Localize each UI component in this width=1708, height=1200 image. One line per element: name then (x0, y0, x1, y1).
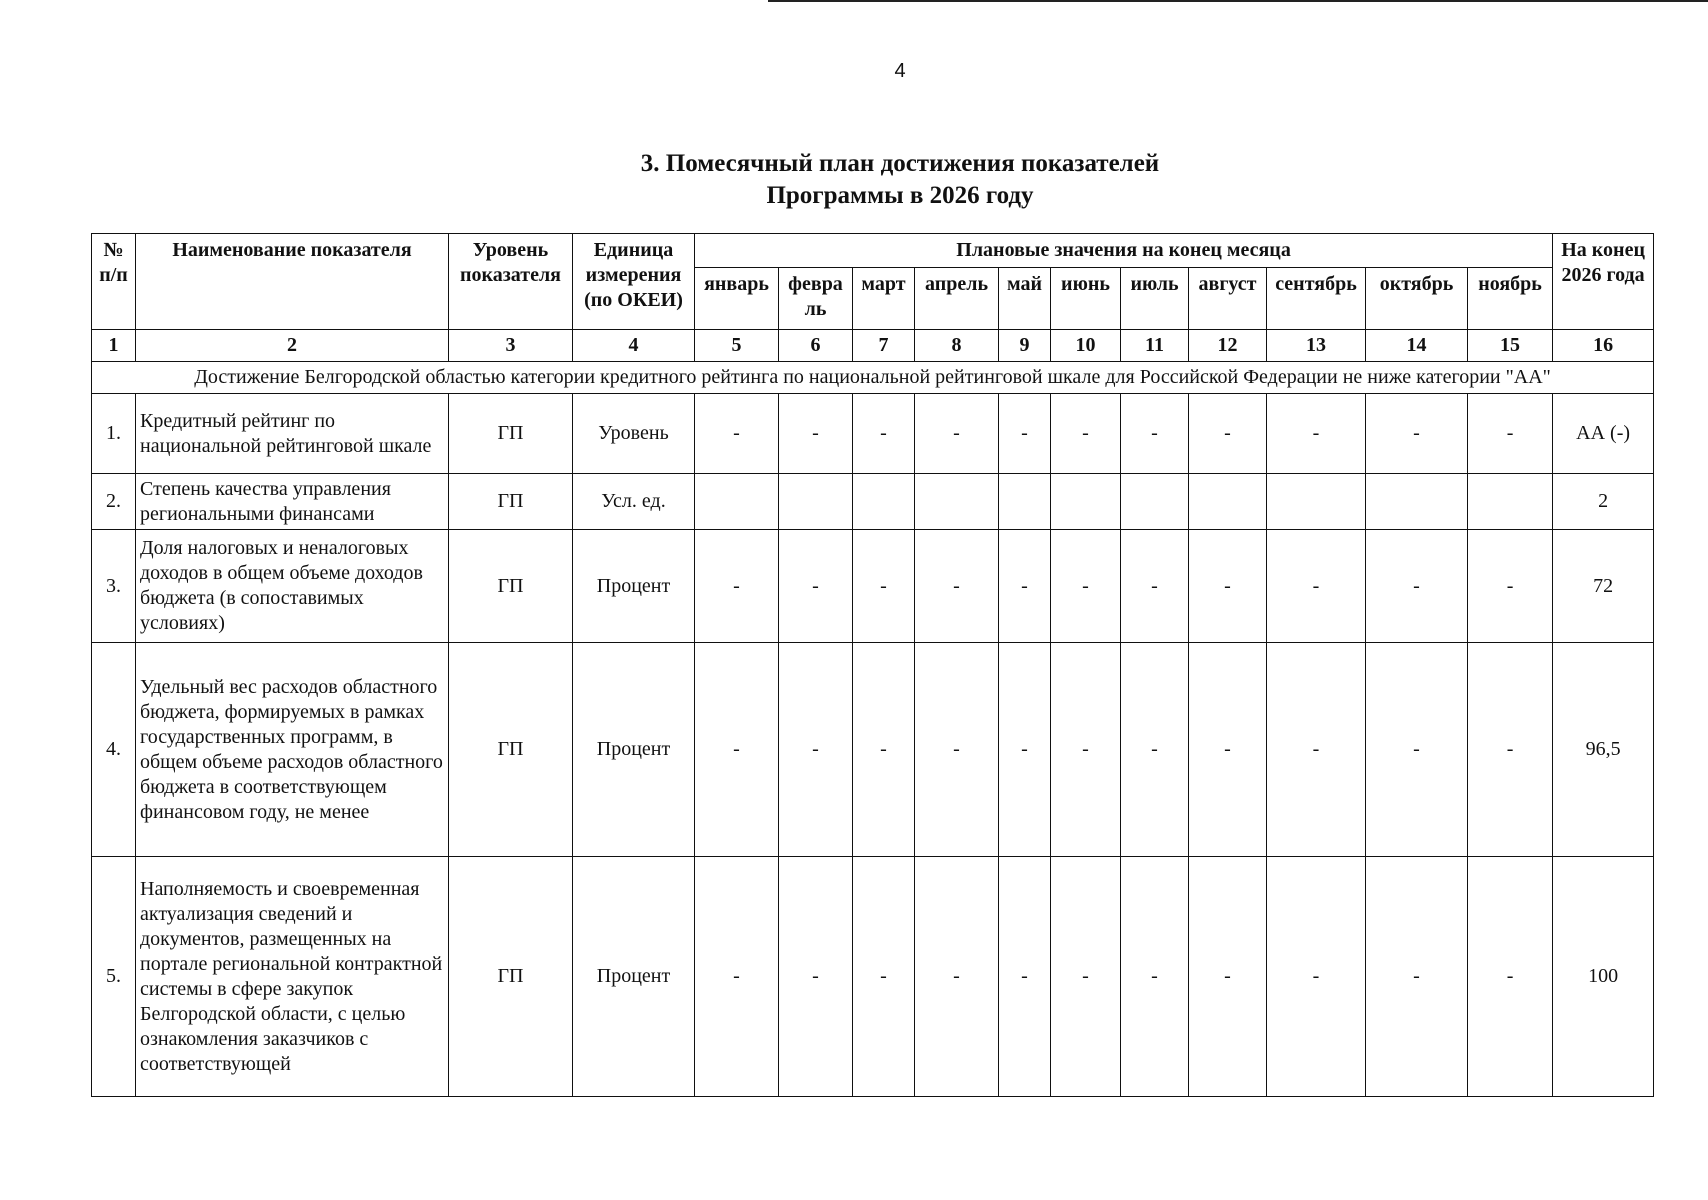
column-number: 4 (573, 330, 695, 362)
month-value: - (779, 643, 853, 857)
month-value: - (915, 643, 999, 857)
month-value: - (1121, 643, 1189, 857)
indicator-level: ГП (449, 394, 573, 474)
month-value: - (1121, 394, 1189, 474)
month-value (1051, 474, 1121, 530)
month-value: - (1121, 857, 1189, 1097)
table-row (92, 530, 1654, 643)
indicator-level: ГП (449, 643, 573, 857)
indicator-unit: Уровень (573, 394, 695, 474)
month-value: - (853, 857, 915, 1097)
month-value: - (779, 394, 853, 474)
month-value (1366, 474, 1468, 530)
column-numbers-row (92, 330, 1654, 362)
month-value: - (1468, 530, 1553, 643)
column-number: 15 (1468, 330, 1553, 362)
month-value: - (695, 857, 779, 1097)
section-row (92, 362, 1654, 394)
month-value: - (1189, 530, 1267, 643)
indicator-name: Наполняемость и своевременная актуализация сведений и документов, размещенных на портале региональной контрактной системы в сфере закупок Белгородской области, с целью ознакомления заказчиков с соответствующей (136, 857, 449, 1097)
month-value: - (1051, 857, 1121, 1097)
page-number: 4 (894, 60, 906, 82)
indicator-unit: Процент (573, 530, 695, 643)
month-value (779, 474, 853, 530)
month-value: - (695, 530, 779, 643)
header-name: Наименование показателя (136, 234, 449, 330)
end-year-value: 100 (1553, 857, 1654, 1097)
month-value (695, 474, 779, 530)
column-number: 16 (1553, 330, 1654, 362)
month-value: - (1267, 643, 1366, 857)
month-value: - (1366, 530, 1468, 643)
month-value: - (1121, 530, 1189, 643)
indicator-unit: Процент (573, 643, 695, 857)
header-month: январь (695, 268, 779, 330)
column-number: 13 (1267, 330, 1366, 362)
month-value: - (1366, 857, 1468, 1097)
header-month: ноябрь (1468, 268, 1553, 330)
header-month: апрель (915, 268, 999, 330)
header-unit: Единица измерения (по ОКЕИ) (573, 234, 695, 330)
row-number: 4. (92, 643, 136, 857)
month-value: - (1468, 394, 1553, 474)
header-month: август (1189, 268, 1267, 330)
indicator-level: ГП (449, 857, 573, 1097)
header-month: февра ль (779, 268, 853, 330)
month-value: - (1468, 643, 1553, 857)
row-number: 2. (92, 474, 136, 530)
indicator-level: ГП (449, 530, 573, 643)
month-value: - (695, 643, 779, 857)
column-number: 2 (136, 330, 449, 362)
header-month: март (853, 268, 915, 330)
month-value: - (999, 857, 1051, 1097)
indicator-level: ГП (449, 474, 573, 530)
month-value: - (999, 394, 1051, 474)
end-year-value: 72 (1553, 530, 1654, 643)
indicators-table-container (91, 233, 1653, 1097)
month-value: - (1267, 530, 1366, 643)
month-value: - (853, 530, 915, 643)
header-month: сентябрь (1267, 268, 1366, 330)
header-end-year: На конец 2026 года (1553, 234, 1654, 330)
title-line-1: 3. Помесячный план достижения показателей (640, 150, 1160, 177)
header-level: Уровень показателя (449, 234, 573, 330)
indicator-unit: Процент (573, 857, 695, 1097)
table-row (92, 394, 1654, 474)
column-number: 3 (449, 330, 573, 362)
header-month: июль (1121, 268, 1189, 330)
end-year-value: 96,5 (1553, 643, 1654, 857)
month-value: - (779, 530, 853, 643)
top-rule (768, 0, 1708, 2)
month-value: - (1267, 857, 1366, 1097)
column-number: 1 (92, 330, 136, 362)
month-value: - (1051, 530, 1121, 643)
month-value: - (999, 643, 1051, 857)
month-value: - (1189, 394, 1267, 474)
month-value: - (779, 857, 853, 1097)
column-number: 12 (1189, 330, 1267, 362)
indicator-name: Кредитный рейтинг по национальной рейтинговой шкале (136, 394, 449, 474)
end-year-value: АА (-) (1553, 394, 1654, 474)
month-value: - (1189, 643, 1267, 857)
column-number: 7 (853, 330, 915, 362)
month-value: - (1051, 394, 1121, 474)
month-value (1189, 474, 1267, 530)
column-number: 6 (779, 330, 853, 362)
header-planned: Плановые значения на конец месяца (695, 234, 1553, 268)
month-value (1468, 474, 1553, 530)
header-row-1 (92, 234, 1654, 268)
month-value (1267, 474, 1366, 530)
row-number: 1. (92, 394, 136, 474)
end-year-value: 2 (1553, 474, 1654, 530)
month-value: - (1051, 643, 1121, 857)
month-value (999, 474, 1051, 530)
header-month: июнь (1051, 268, 1121, 330)
month-value: - (915, 394, 999, 474)
table-row (92, 857, 1654, 1097)
month-value: - (1366, 394, 1468, 474)
column-number: 10 (1051, 330, 1121, 362)
indicator-name: Удельный вес расходов областного бюджета, формируемых в рамках государственных программ, в общем объеме расходов областного бюджета в соответствующем финансовом году, не менее (136, 643, 449, 857)
month-value: - (1189, 857, 1267, 1097)
month-value: - (853, 394, 915, 474)
column-number: 14 (1366, 330, 1468, 362)
title-line-2: Программы в 2026 году (766, 182, 1034, 209)
month-value: - (853, 643, 915, 857)
table-row (92, 643, 1654, 857)
column-number: 9 (999, 330, 1051, 362)
column-number: 11 (1121, 330, 1189, 362)
month-value (915, 474, 999, 530)
indicators-table (91, 233, 1654, 1097)
column-number: 8 (915, 330, 999, 362)
month-value: - (915, 857, 999, 1097)
month-value: - (695, 394, 779, 474)
month-value: - (1267, 394, 1366, 474)
month-value: - (915, 530, 999, 643)
month-value: - (1366, 643, 1468, 857)
indicator-name: Степень качества управления региональными финансами (136, 474, 449, 530)
section-title: Достижение Белгородской областью категории кредитного рейтинга по национальной рейтинговой шкале для Российской Федерации не ниже категории "АА" (92, 362, 1654, 394)
column-number: 5 (695, 330, 779, 362)
month-value (853, 474, 915, 530)
document-title (0, 148, 1708, 212)
row-number: 5. (92, 857, 136, 1097)
month-value: - (999, 530, 1051, 643)
header-num: № п/п (92, 234, 136, 330)
header-month: май (999, 268, 1051, 330)
indicator-unit: Усл. ед. (573, 474, 695, 530)
table-row (92, 474, 1654, 530)
header-month: октябрь (1366, 268, 1468, 330)
month-value (1121, 474, 1189, 530)
indicator-name: Доля налоговых и неналоговых доходов в общем объеме доходов бюджета (в сопоставимых условиях) (136, 530, 449, 643)
row-number: 3. (92, 530, 136, 643)
month-value: - (1468, 857, 1553, 1097)
